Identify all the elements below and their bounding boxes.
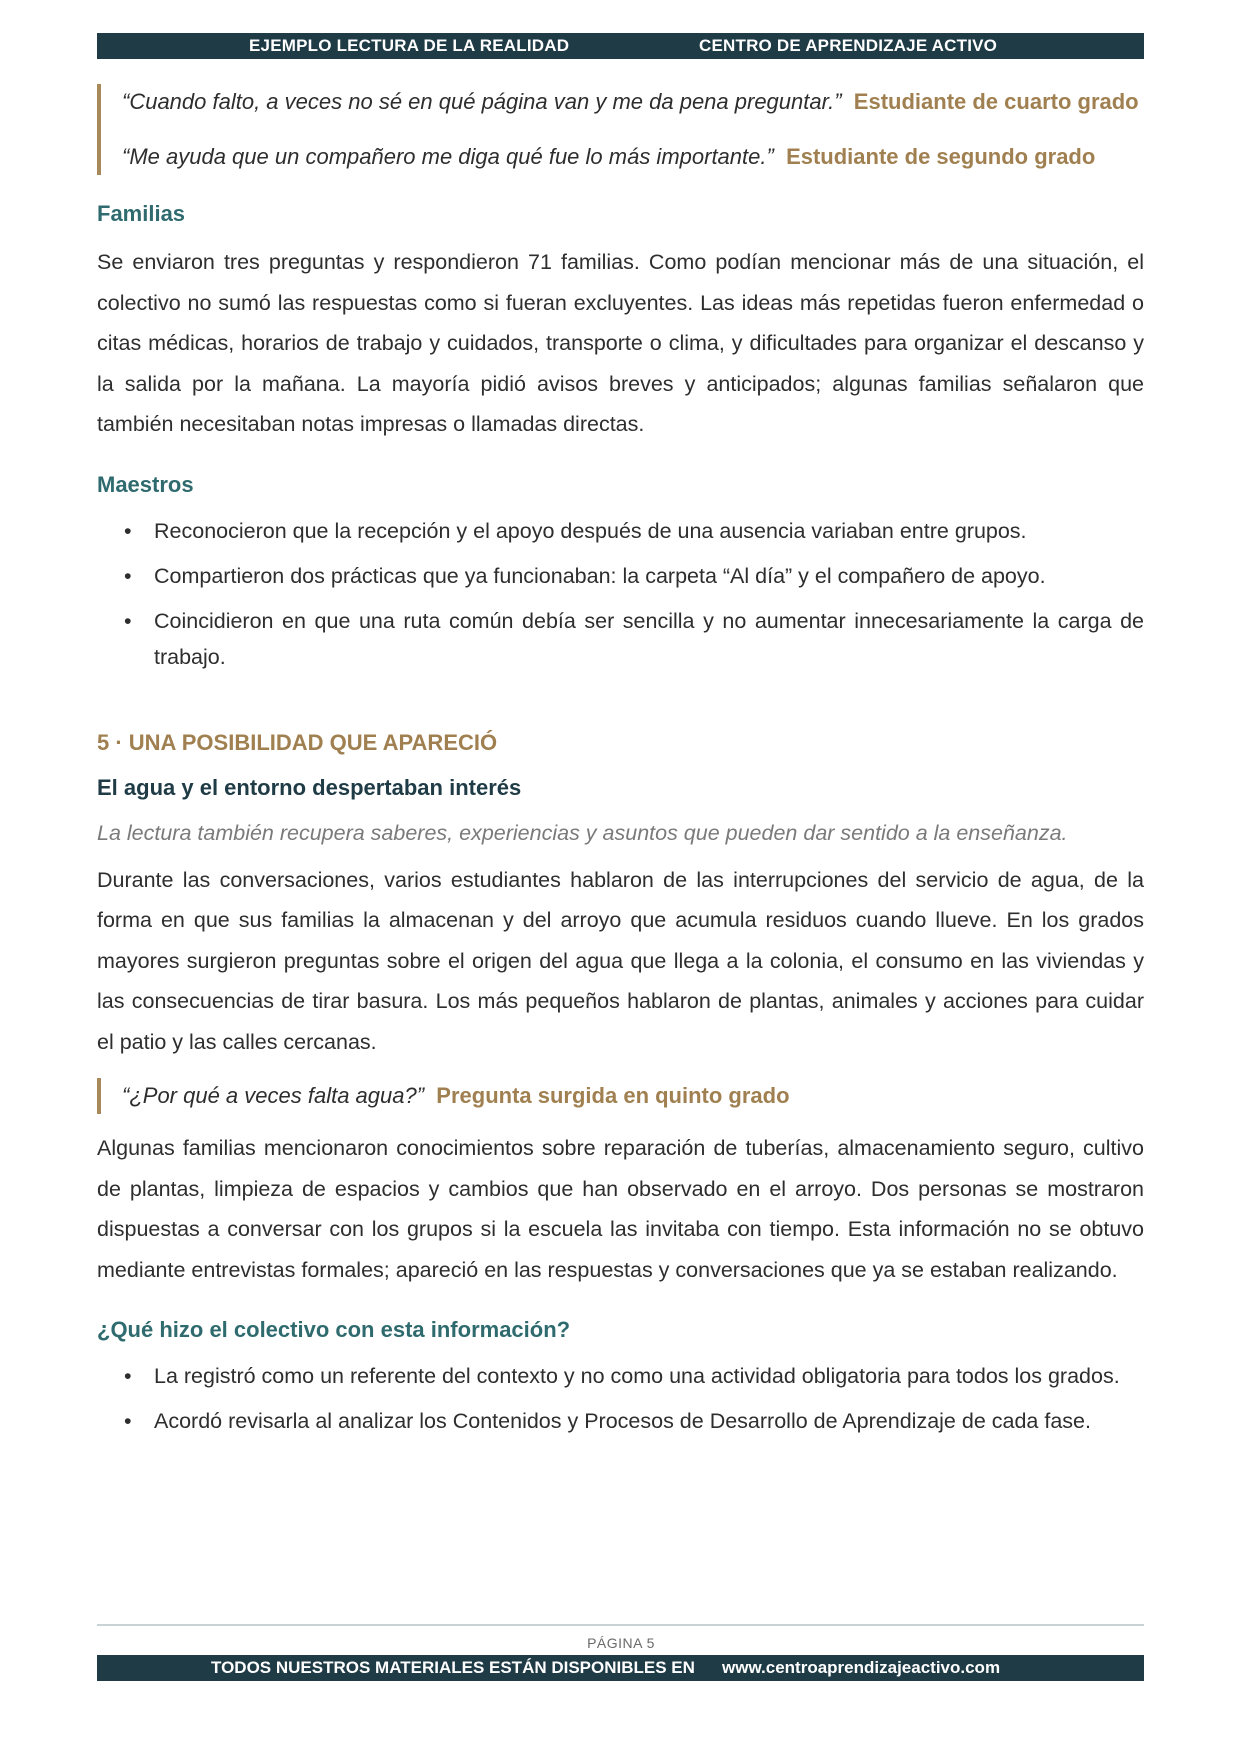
section-5-lead: La lectura también recupera saberes, experiencias y asuntos que pueden dar sentido a la enseñanza. [97, 820, 1068, 845]
grade5-quote [97, 1078, 1144, 1114]
familias-paragraph: Se enviaron tres preguntas y respondieron 71 familias. Como podían mencionar más de una situación, el colectivo no sumó las respuestas como si fueran excluyentes. Las ideas más repetidas fueron enfermedad o citas médicas, horarios de trabajo y cuidados, transporte o clima, y dificultades para organizar el descanso y la salida por la mañana. La mayoría pidió avisos breves y anticipados; algunas familias señalaron que también necesitaban notas impresas o llamadas directas. [97, 250, 1144, 436]
familias-heading: Familias [97, 201, 186, 226]
quote-text: “Me ayuda que un compañero me diga qué fue lo más importante.” [122, 144, 774, 169]
quote-3 [122, 1078, 1144, 1114]
section-5-subheading: El agua y el entorno despertaban interés [97, 774, 522, 800]
list-item: • La registró como un referente del contexto y no como una actividad obligatoria para todos los grados. [97, 1358, 1144, 1394]
list-item: • Coincidieron en que una ruta común debía ser sencilla y no aumentar innecesariamente la carga de trabajo. [97, 603, 1144, 675]
header-document-title: EJEMPLO LECTURA DE LA REALIDAD [249, 36, 570, 55]
question-heading: ¿Qué hizo el colectivo con esta información? [97, 1317, 571, 1342]
page-content [97, 84, 1144, 1439]
quote-text: “Cuando falto, a veces no sé en qué página van y me da pena preguntar.” [122, 89, 842, 114]
footer-website-link[interactable]: www.centroaprendizajeactivo.com [722, 1658, 1001, 1677]
footer-availability-text: TODOS NUESTROS MATERIALES ESTÁN DISPONIBLES EN [211, 1658, 695, 1677]
list-item: • Reconocieron que la recepción y el apoyo después de una ausencia variaban entre grupos. [97, 513, 1144, 549]
student-quotes [97, 84, 1144, 175]
section-5-paragraph-2: Algunas familias mencionaron conocimientos sobre reparación de tuberías, almacenamiento seguro, cultivo de plantas, limpieza de espacios y cambios que han observado en el arroyo. Dos personas se mostraron dispuestas a conversar con los grupos si la escuela las invitaba con tiempo. Esta información no se obtuvo mediante entrevistas formales; apareció en las respuestas y conversaciones que ya se estaban realizando. [97, 1136, 1144, 1282]
header-bar [97, 33, 1144, 59]
section-5-paragraph-1: Durante las conversaciones, varios estudiantes hablaron de las interrupciones del servicio de agua, de la forma en que sus familias la almacenan y del arroyo que acumula residuos cuando llueve. En los grados mayores surgieron preguntas sobre el origen del agua que llega a la colonia, el consumo en las viviendas y las consecuencias de tirar basura. Los más pequeños hablaron de plantas, animales y acciones para cuidar el patio y las calles cercanas. [97, 867, 1144, 1054]
quote-1 [122, 84, 1144, 120]
maestros-heading: Maestros [97, 471, 194, 497]
colectivo-list [97, 1358, 1144, 1439]
quote-attribution: Estudiante de segundo grado [786, 144, 1096, 169]
footer-divider [97, 1624, 1144, 1626]
header-organization: CENTRO DE APRENDIZAJE ACTIVO [699, 36, 998, 55]
section-5-heading: 5 · UNA POSIBILIDAD QUE APARECIÓ [97, 729, 498, 755]
quote-text: “¿Por qué a veces falta agua?” [122, 1083, 425, 1108]
quote-attribution: Pregunta surgida en quinto grado [436, 1083, 790, 1108]
footer-bar [97, 1655, 1144, 1681]
maestros-list [97, 513, 1144, 675]
list-item: • Compartieron dos prácticas que ya funcionaban: la carpeta “Al día” y el compañero de apoyo. [97, 558, 1144, 594]
list-item: • Acordó revisarla al analizar los Contenidos y Procesos de Desarrollo de Aprendizaje de cada fase. [97, 1403, 1144, 1439]
quote-attribution: Estudiante de cuarto grado [853, 89, 1139, 114]
page-number: PÁGINA 5 [587, 1635, 655, 1651]
quote-2 [122, 139, 1144, 175]
